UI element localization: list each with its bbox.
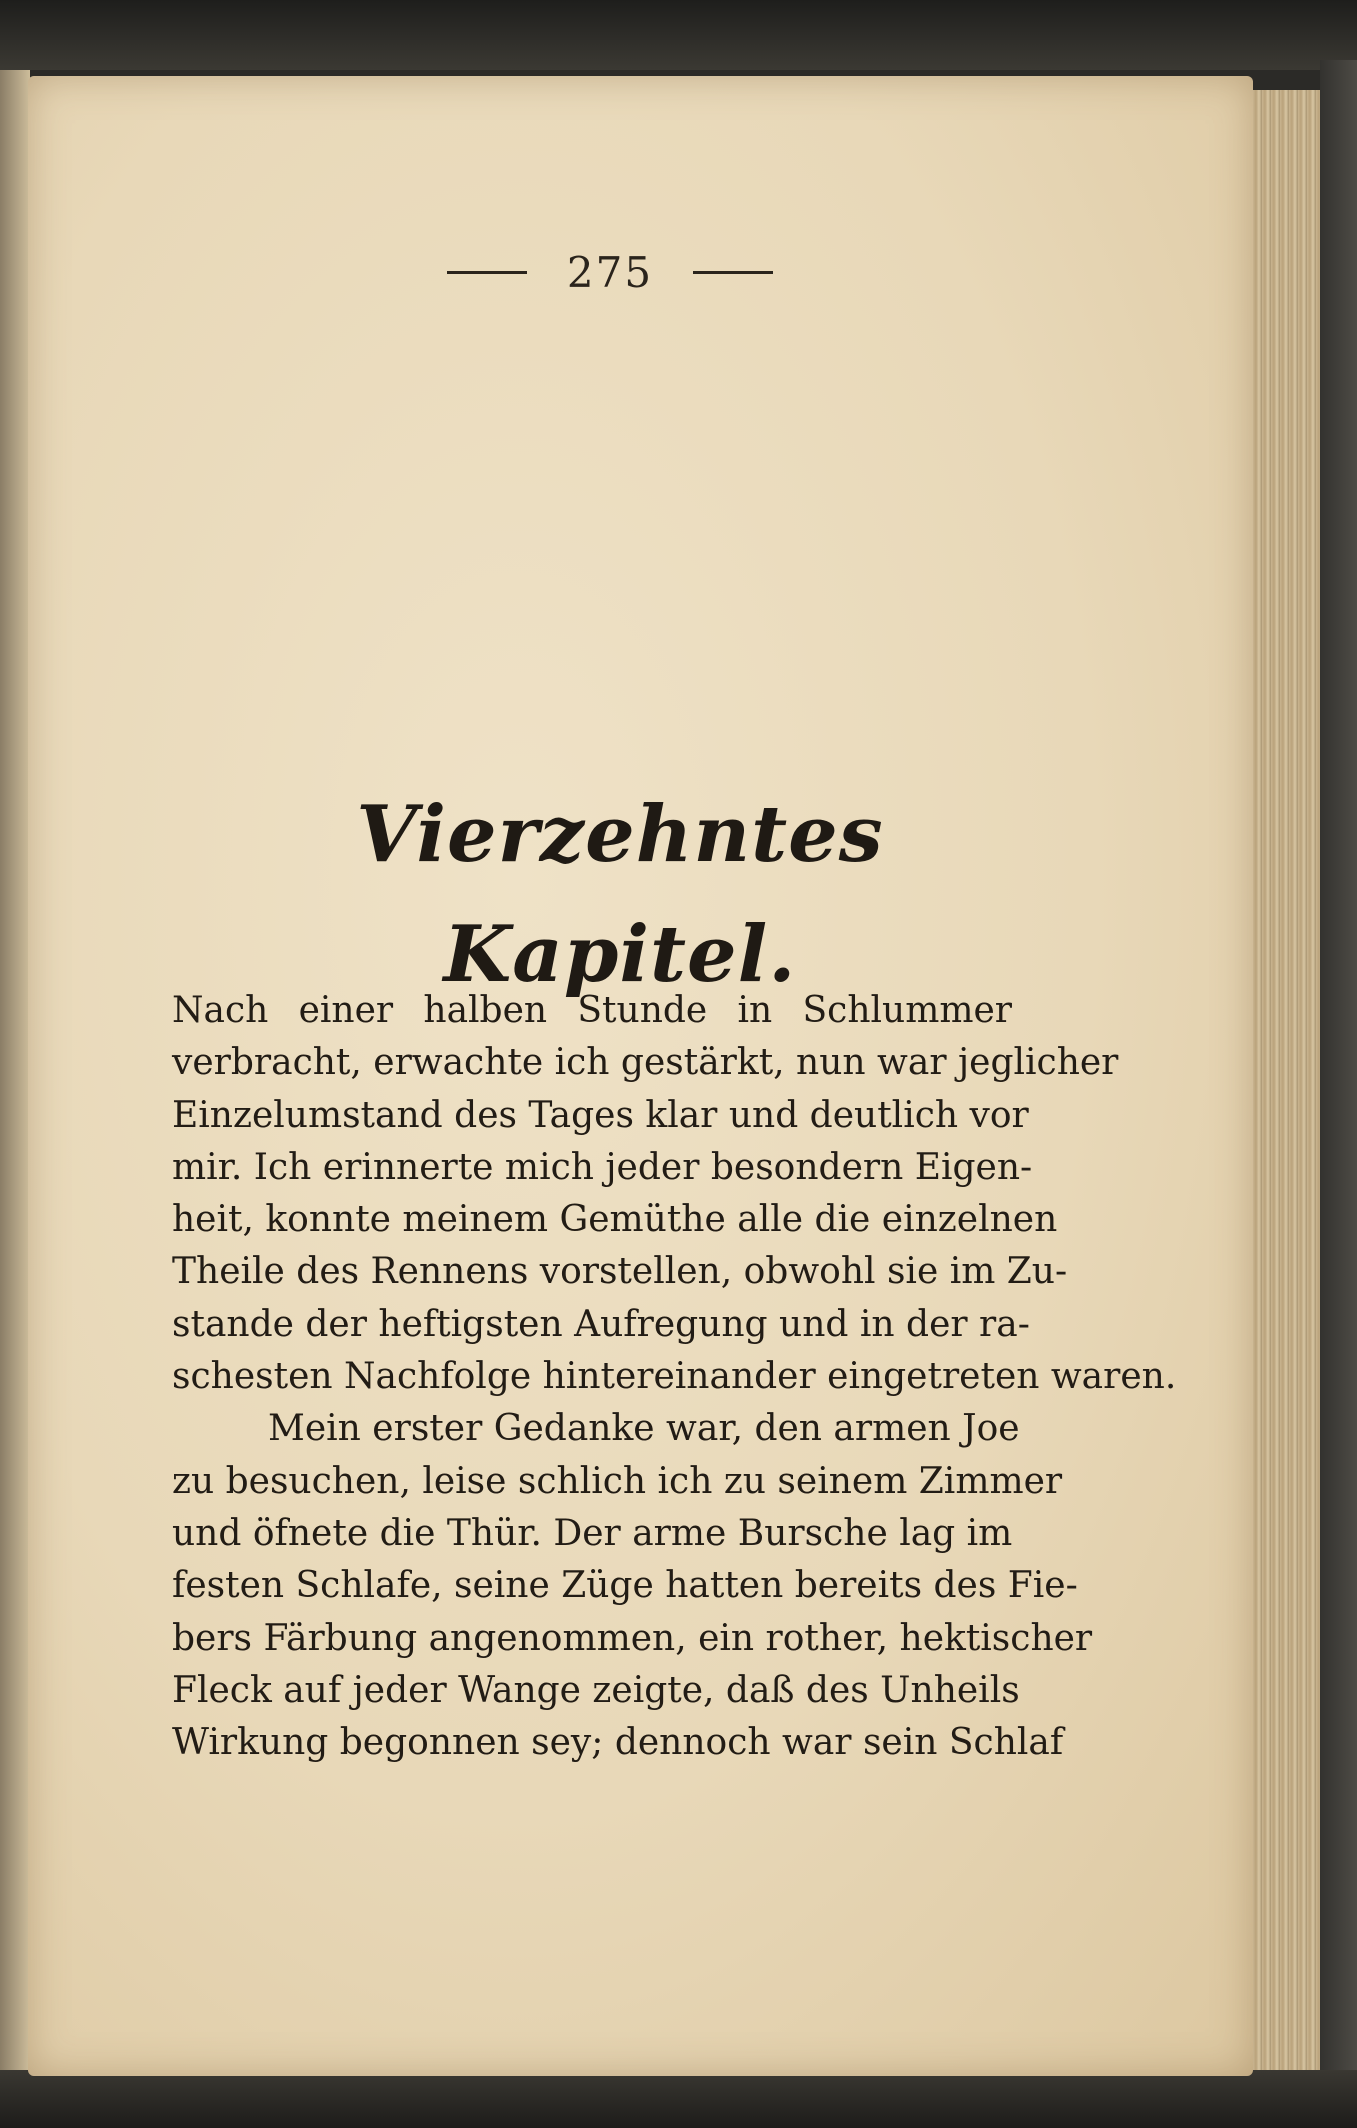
- book-cover-right-edge: [1320, 60, 1357, 2128]
- text-line: Einzelumstand des Tages klar und deutlich vor: [172, 1094, 1029, 1136]
- text-line: Wirkung begonnen sey; dennoch war sein Schlaf: [172, 1722, 1064, 1764]
- text-line: schesten Nachfolge hintereinander eingetreten waren.: [172, 1356, 1177, 1398]
- text-line: verbracht, erwachte ich gestärkt, nun war jeglicher: [172, 1042, 1119, 1084]
- text-line: mir. Ich erinnerte mich jeder besondern Eigen-: [172, 1146, 1033, 1188]
- text-line: Mein erster Gedanke war, den armen Joe: [268, 1408, 1020, 1450]
- paragraph: [172, 1403, 1093, 1769]
- book-cover-top-edge: [0, 0, 1357, 70]
- text-line: stande der heftigsten Aufregung und in der ra-: [172, 1303, 1030, 1345]
- header-rule-left: [447, 271, 527, 274]
- text-line: zu besuchen, leise schlich ich zu seinem Zimmer: [172, 1460, 1063, 1502]
- page-header: [420, 242, 800, 302]
- text-line: Theile des Rennens vorstellen, obwohl sie im Zu-: [172, 1251, 1068, 1293]
- chapter-heading: Vierzehntes Kapitel.: [356, 789, 884, 1000]
- text-line: festen Schlafe, seine Züge hatten bereits des Fie-: [172, 1565, 1078, 1607]
- text-line: Nach einer halben Stunde in Schlummer: [172, 990, 1012, 1031]
- book-cover-bottom-edge: [0, 2070, 1357, 2128]
- text-line: bers Färbung angenommen, ein rother, hektischer: [172, 1617, 1093, 1659]
- page-number: 275: [566, 247, 654, 297]
- facing-page-edge: [0, 70, 30, 2070]
- paragraph: [172, 985, 1177, 1403]
- header-rule-right: [693, 271, 773, 274]
- text-line: und öfnete die Thür. Der arme Bursche lag im: [172, 1512, 1013, 1554]
- text-line: Fleck auf jeder Wange zeigte, daß des Unheils: [172, 1669, 1020, 1711]
- text-line: heit, konnte meinem Gemüthe alle die einzelnen: [172, 1199, 1058, 1241]
- body-text: [172, 985, 1177, 1769]
